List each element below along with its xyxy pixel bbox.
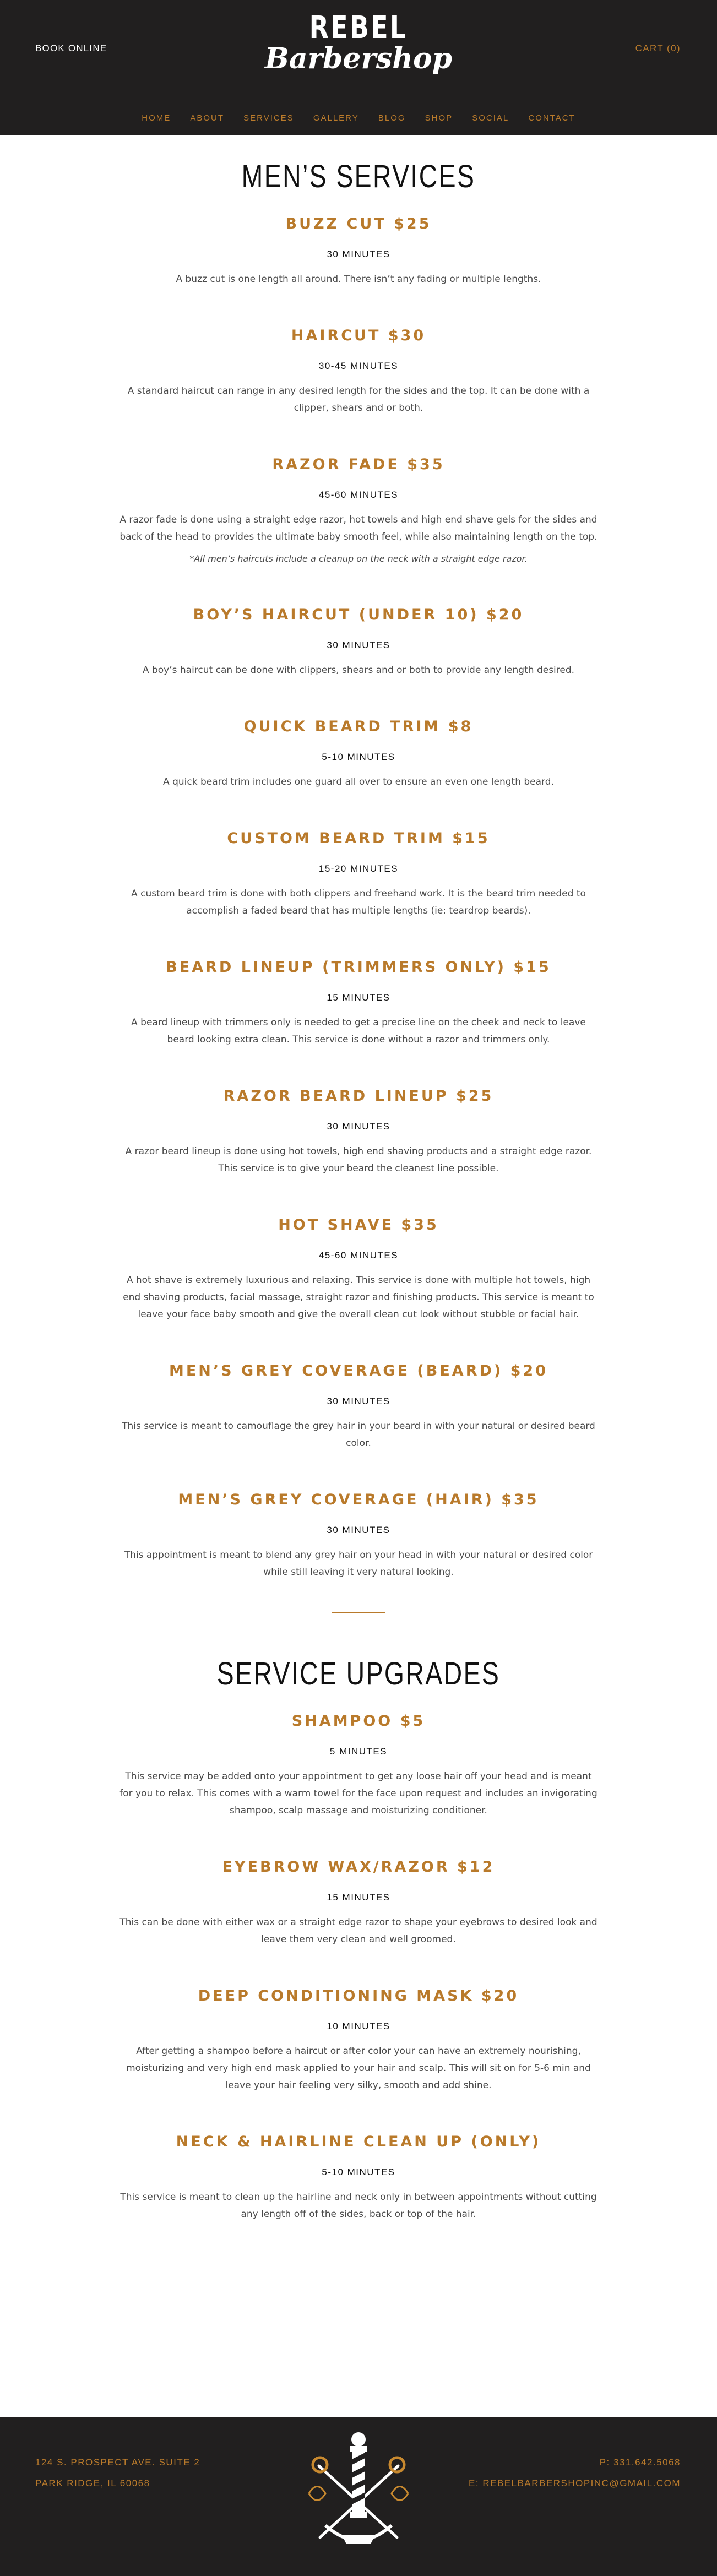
site-header [0, 0, 717, 135]
nav-contact[interactable]: CONTACT [528, 113, 575, 123]
service-item [111, 1087, 606, 1177]
service-duration: 30 MINUTES [327, 1525, 390, 1535]
nav-services[interactable]: SERVICES [243, 113, 294, 123]
service-name: CUSTOM BEARD TRIM $15 [227, 830, 490, 847]
site-logo[interactable] [0, 11, 717, 75]
service-duration: 30 MINUTES [327, 1121, 390, 1132]
nav-about[interactable]: ABOUT [190, 113, 225, 123]
service-description: A buzz cut is one length all around. There isn’t any fading or multiple lengths. [176, 274, 541, 285]
cart-link[interactable]: CART (0) [635, 43, 681, 53]
service-description: This service is meant to camouflage the grey hair in your beard in with your natural or desired beard color. [122, 1421, 595, 1449]
service-description: A quick beard trim includes one guard all over to ensure an even one length beard. [163, 776, 554, 787]
section-divider [332, 1612, 385, 1613]
nav-blog[interactable]: BLOG [378, 113, 406, 123]
service-item [111, 1987, 606, 2094]
service-item [111, 606, 606, 679]
service-name: MEN’S GREY COVERAGE (BEARD) $20 [169, 1362, 548, 1379]
footer-phone[interactable]: P: 331.642.5068 [599, 2457, 681, 2468]
service-upgrades-title: SERVICE UPGRADES [216, 1656, 501, 1692]
service-duration: 10 MINUTES [327, 2021, 390, 2031]
service-duration: 30-45 MINUTES [318, 361, 399, 371]
service-description: A beard lineup with trimmers only is needed to get a precise line on the cheek and neck to leave beard looking extra clean. This service is done without a razor and trimmers only. [131, 1017, 586, 1045]
service-duration: 30 MINUTES [327, 1396, 390, 1406]
service-description: This service is meant to clean up the hairline and neck only in between appointments without cutting any length off of the sides, back or top of the hair. [120, 2192, 597, 2220]
service-name: SHAMPOO $5 [291, 1713, 426, 1730]
service-name: BEARD LINEUP (TRIMMERS ONLY) $15 [166, 959, 551, 976]
service-description: A razor beard lineup is done using hot towels, high end shaving products and a straight edge razor. This service is to give your beard the cleanest line possible. [125, 1146, 592, 1174]
service-description: This can be done with either wax or a straight edge razor to shape your eyebrows to desired look and leave them very clean and well groomed. [120, 1917, 598, 1945]
logo-rebel-text: REBEL [309, 10, 408, 46]
service-name: RAZOR FADE $35 [272, 456, 445, 473]
nav-home[interactable]: HOME [142, 113, 171, 123]
book-online-link[interactable]: BOOK ONLINE [35, 43, 107, 53]
service-description: A standard haircut can range in any desired length for the sides and the top. It can be done with a clipper, shears and or both. [127, 385, 590, 414]
service-name: BOY’S HAIRCUT (UNDER 10) $20 [193, 606, 524, 623]
site-footer [0, 2417, 717, 2576]
logo-barbershop-text: Barbershop [264, 42, 452, 75]
service-duration: 15-20 MINUTES [318, 863, 399, 874]
footer-contact [469, 2452, 681, 2494]
service-duration: 15 MINUTES [327, 1892, 390, 1903]
service-duration: 45-60 MINUTES [318, 1250, 399, 1260]
service-item [111, 327, 606, 417]
service-name: DEEP CONDITIONING MASK $20 [198, 1987, 519, 2004]
service-name: EYEBROW WAX/RAZOR $12 [222, 1858, 495, 1876]
service-description: A custom beard trim is done with both clippers and freehand work. It is the beard trim needed to accomplish a faded beard that has multiple lengths (ie: teardrop beards). [131, 888, 586, 916]
footer-email[interactable]: E: REBELBARBERSHOPINC@GMAIL.COM [469, 2478, 681, 2488]
service-description: A boy’s haircut can be done with clippers, shears and or both to provide any length desired. [142, 665, 575, 676]
service-duration: 30 MINUTES [327, 249, 390, 259]
service-name: BUZZ CUT $25 [285, 215, 432, 232]
service-item [111, 1491, 606, 1581]
service-name: HAIRCUT $30 [291, 327, 426, 344]
service-name: HOT SHAVE $35 [278, 1216, 439, 1233]
nav-social[interactable]: SOCIAL [472, 113, 509, 123]
service-item [111, 215, 606, 288]
services-content [111, 157, 606, 2223]
barber-pole-scissors-logo-icon [303, 2427, 414, 2554]
mens-services-title: MEN’S SERVICES [241, 159, 476, 194]
service-item [111, 2133, 606, 2223]
service-duration: 5-10 MINUTES [322, 752, 395, 762]
service-description: This service may be added onto your appointment to get any loose hair off your head and is meant for you to relax. This comes with a warm towel for the face upon request and includes an invigorating shampoo, scalp massage and moisturizing conditioner. [120, 1771, 598, 1816]
service-item [111, 829, 606, 920]
service-item [111, 1858, 606, 1948]
service-duration: 5-10 MINUTES [322, 2167, 395, 2177]
service-description: After getting a shampoo before a haircut or after color your can have an extremely nourishing, moisturizing and very high end mask applied to your hair and scalp. This will sit on for 5-6 min and leave your hair feeling very silky, smooth and add shine. [126, 2046, 591, 2091]
service-note: *All men’s haircuts include a cleanup on the neck with a straight edge razor. [189, 553, 528, 564]
footer-address-line1[interactable]: 124 S. PROSPECT AVE. SUITE 2 [35, 2457, 200, 2468]
service-description: A razor fade is done using a straight edge razor, hot towels and high end shave gels for the sides and back of the head to provides the ultimate baby smooth feel, while also maintaining length on the top. [120, 514, 598, 542]
service-duration: 15 MINUTES [327, 992, 390, 1003]
service-description: A hot shave is extremely luxurious and relaxing. This service is done with multiple hot towels, high end shaving products, facial massage, straight razor and finishing products. This service is meant to leave your face baby smooth and give the overall clean cut look without stubble or facial hair. [123, 1275, 594, 1320]
service-duration: 45-60 MINUTES [318, 490, 399, 500]
service-name: MEN’S GREY COVERAGE (HAIR) $35 [178, 1491, 539, 1508]
footer-address-line2[interactable]: PARK RIDGE, IL 60068 [35, 2478, 150, 2488]
service-name: RAZOR BEARD LINEUP $25 [223, 1088, 494, 1105]
service-name: QUICK BEARD TRIM $8 [243, 718, 474, 735]
service-item [111, 455, 606, 567]
service-item [111, 1216, 606, 1323]
service-duration: 30 MINUTES [327, 640, 390, 650]
service-item [111, 958, 606, 1048]
nav-shop[interactable]: SHOP [425, 113, 453, 123]
service-item [111, 718, 606, 791]
main-nav [0, 112, 717, 123]
footer-address [35, 2452, 200, 2494]
service-name: NECK & HAIRLINE CLEAN UP (ONLY) [176, 2133, 541, 2150]
nav-gallery[interactable]: GALLERY [313, 113, 359, 123]
service-duration: 5 MINUTES [329, 1746, 388, 1757]
service-item [111, 1362, 606, 1452]
service-item [111, 1712, 606, 1819]
service-description: This appointment is meant to blend any grey hair on your head in with your natural or desired color while still leaving it very natural looking. [124, 1550, 593, 1578]
